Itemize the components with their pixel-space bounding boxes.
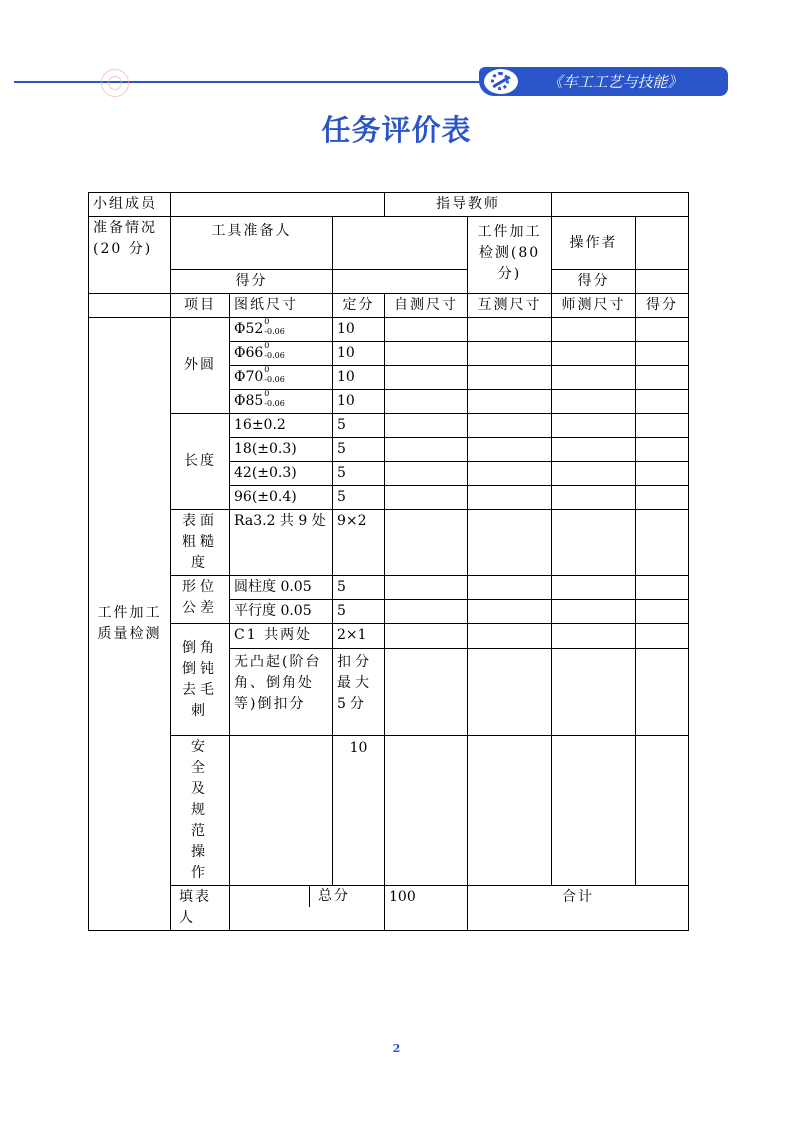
dim-cell: 18(±0.3)	[230, 438, 333, 462]
dim-cell	[230, 736, 333, 886]
peer-measure-cell[interactable]	[468, 510, 552, 576]
self-measure-cell[interactable]	[385, 510, 468, 576]
prep-score-value[interactable]	[333, 270, 468, 294]
score-cell[interactable]	[636, 462, 689, 486]
self-measure-cell[interactable]	[385, 438, 468, 462]
points-cell: 10	[333, 736, 385, 886]
score-cell[interactable]	[636, 486, 689, 510]
group-outer-diameter: 外圆	[171, 318, 230, 414]
peer-measure-cell[interactable]	[468, 318, 552, 342]
peer-measure-cell[interactable]	[468, 600, 552, 624]
self-measure-cell[interactable]	[385, 318, 468, 342]
teacher-measure-cell[interactable]	[552, 438, 636, 462]
teacher-measure-cell[interactable]	[552, 600, 636, 624]
total-value: 100	[385, 886, 468, 931]
teacher-measure-cell[interactable]	[552, 486, 636, 510]
tool-prep-label: 工具准备人	[171, 217, 333, 270]
section-label: 工件加工质量检测	[89, 318, 171, 931]
self-measure-cell[interactable]	[385, 649, 468, 736]
peer-measure-cell[interactable]	[468, 438, 552, 462]
instructor-label: 指导教师	[385, 193, 552, 217]
score-cell[interactable]	[636, 342, 689, 366]
points-cell: 5	[333, 438, 385, 462]
points-cell: 10	[333, 318, 385, 342]
col-header-teacher-measure: 师测尺寸	[552, 294, 636, 318]
filler-label: 填表人	[171, 886, 230, 931]
watermark-seal-icon	[101, 69, 129, 97]
teacher-measure-cell[interactable]	[552, 462, 636, 486]
teacher-measure-cell[interactable]	[552, 576, 636, 600]
col-header-points: 定分	[333, 294, 385, 318]
self-measure-cell[interactable]	[385, 576, 468, 600]
col-header-item: 项目	[171, 294, 230, 318]
group-chamfer: 倒角倒钝去毛刺	[171, 624, 230, 736]
dim-cell: 96(±0.4)	[230, 486, 333, 510]
dim-cell: Φ70 0 -0.06	[230, 366, 333, 390]
dim-cell: 42(±0.3)	[230, 462, 333, 486]
book-title: 《车工工艺与技能》	[547, 73, 683, 91]
dim-cell: 无凸起(阶台角、倒角处等)倒扣分	[230, 649, 333, 736]
score-cell[interactable]	[636, 318, 689, 342]
dim-cell: Φ85 0 -0.06	[230, 390, 333, 414]
tool-prep-value[interactable]	[333, 217, 468, 270]
self-measure-cell[interactable]	[385, 366, 468, 390]
group-roughness: 表面粗糙度	[171, 510, 230, 576]
dim-cell: Φ66 0 -0.06	[230, 342, 333, 366]
lathe-logo-icon	[484, 69, 518, 94]
prep-score-label: 得分	[171, 270, 333, 294]
col-header-drawing-dim: 图纸尺寸	[230, 294, 333, 318]
teacher-measure-cell[interactable]	[552, 318, 636, 342]
self-measure-cell[interactable]	[385, 414, 468, 438]
teacher-measure-cell[interactable]	[552, 624, 636, 649]
score-cell[interactable]	[636, 600, 689, 624]
evaluation-table	[88, 192, 689, 931]
dim-cell: Ra3.2 共 9 处	[230, 510, 333, 576]
self-measure-cell[interactable]	[385, 736, 468, 886]
dim-cell: 16±0.2	[230, 414, 333, 438]
points-cell: 9×2	[333, 510, 385, 576]
points-cell: 2×1	[333, 624, 385, 649]
filler-value[interactable]	[230, 886, 385, 931]
points-cell: 5	[333, 600, 385, 624]
dim-cell: 圆柱度 0.05	[230, 576, 333, 600]
col-header-peer-measure: 互测尺寸	[468, 294, 552, 318]
page-number: 2	[392, 1042, 401, 1055]
teacher-measure-cell[interactable]	[552, 510, 636, 576]
workpiece-check-label: 工件加工检测(80 分)	[468, 217, 552, 294]
score-cell[interactable]	[636, 649, 689, 736]
points-cell: 扣分最大5分	[333, 649, 385, 736]
operator-value[interactable]	[636, 217, 689, 270]
dim-cell: 平行度 0.05	[230, 600, 333, 624]
score-cell[interactable]	[636, 510, 689, 576]
col-header-score: 得分	[636, 294, 689, 318]
score-cell[interactable]	[636, 624, 689, 649]
group-tolerance: 形位公差	[171, 576, 230, 624]
peer-measure-cell[interactable]	[468, 390, 552, 414]
sum-label: 合计	[468, 886, 689, 931]
score-cell[interactable]	[636, 414, 689, 438]
points-cell: 5	[333, 486, 385, 510]
group-members-label: 小组成员	[89, 193, 171, 217]
points-cell: 10	[333, 366, 385, 390]
dim-cell: Φ52 0 -0.06	[230, 318, 333, 342]
col-header-self-measure: 自测尺寸	[385, 294, 468, 318]
score-cell[interactable]	[636, 576, 689, 600]
peer-measure-cell[interactable]	[468, 736, 552, 886]
score-cell[interactable]	[636, 390, 689, 414]
teacher-measure-cell[interactable]	[552, 366, 636, 390]
group-length: 长度	[171, 414, 230, 510]
peer-measure-cell[interactable]	[468, 649, 552, 736]
points-cell: 5	[333, 414, 385, 438]
score-cell[interactable]	[636, 366, 689, 390]
peer-measure-cell[interactable]	[468, 342, 552, 366]
group-safety: 安全及规范操作	[171, 736, 230, 886]
self-measure-cell[interactable]	[385, 624, 468, 649]
operator-label: 操作者	[552, 217, 636, 270]
self-measure-cell[interactable]	[385, 342, 468, 366]
self-measure-cell[interactable]	[385, 600, 468, 624]
self-measure-cell[interactable]	[385, 462, 468, 486]
header-rule	[14, 81, 484, 83]
total-label: 总分	[318, 888, 350, 904]
peer-measure-cell[interactable]	[468, 366, 552, 390]
peer-measure-cell[interactable]	[468, 576, 552, 600]
peer-measure-cell[interactable]	[468, 414, 552, 438]
dim-cell: C1 共两处	[230, 624, 333, 649]
teacher-measure-cell[interactable]	[552, 390, 636, 414]
points-cell: 10	[333, 342, 385, 366]
self-measure-cell[interactable]	[385, 390, 468, 414]
teacher-measure-cell[interactable]	[552, 736, 636, 886]
header-blank-cell	[89, 294, 171, 318]
peer-measure-cell[interactable]	[468, 462, 552, 486]
self-measure-cell[interactable]	[385, 486, 468, 510]
peer-measure-cell[interactable]	[468, 624, 552, 649]
peer-measure-cell[interactable]	[468, 486, 552, 510]
group-members-value[interactable]	[171, 193, 385, 217]
prep-label: 准备情况(20 分)	[89, 217, 171, 294]
points-cell: 10	[333, 390, 385, 414]
page-title: 任务评价表	[321, 113, 472, 147]
check-score-label: 得分	[552, 270, 636, 294]
points-cell: 5	[333, 576, 385, 600]
score-cell[interactable]	[636, 736, 689, 886]
teacher-measure-cell[interactable]	[552, 342, 636, 366]
teacher-measure-cell[interactable]	[552, 414, 636, 438]
check-score-value[interactable]	[636, 270, 689, 294]
teacher-measure-cell[interactable]	[552, 649, 636, 736]
instructor-value[interactable]	[552, 193, 689, 217]
score-cell[interactable]	[636, 438, 689, 462]
points-cell: 5	[333, 462, 385, 486]
